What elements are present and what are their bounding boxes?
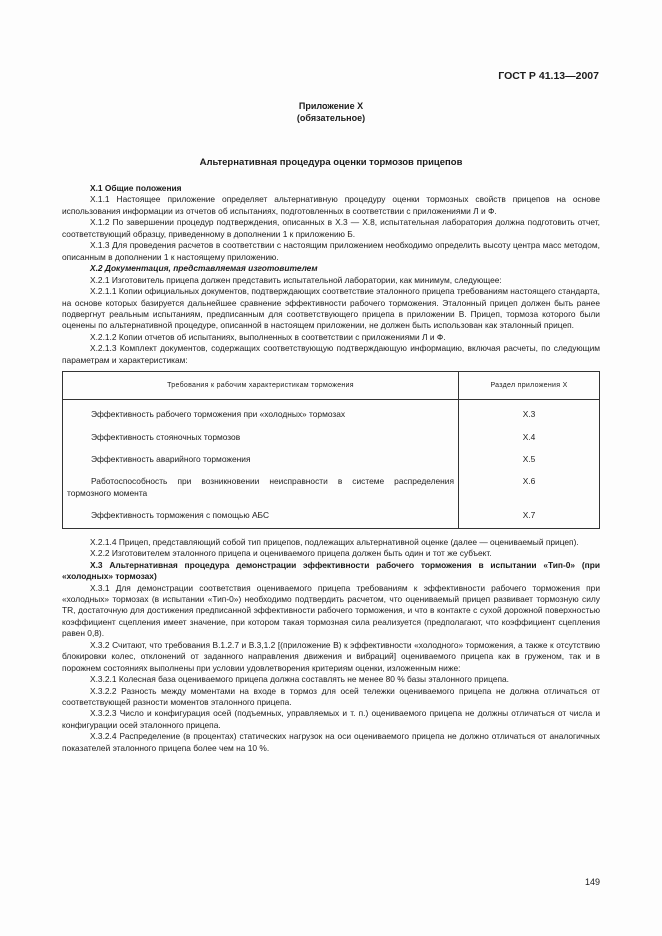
paragraphs-before-table: [62, 183, 600, 366]
section-cell: X.6: [459, 471, 600, 505]
paragraph: X.1.1 Настоящее приложение определяет альтернативную процедуру оценки тормозных свойств прицепов на основе использования информации из отчетов об испытаниях, подготовленных в соответствии с приложениями Л и Ф.: [62, 194, 600, 216]
table-header-row: [63, 372, 600, 400]
requirement-cell: [63, 505, 459, 528]
table-row: [63, 505, 600, 528]
requirement-cell: [63, 400, 459, 427]
page-number: 149: [584, 877, 600, 887]
section-cell: X.5: [459, 449, 600, 471]
header-section: Раздел приложения X: [459, 372, 600, 400]
requirement-text: Эффективность торможения с помощью АБС: [91, 510, 270, 521]
document-code: ГОСТ Р 41.13—2007: [498, 70, 599, 82]
paragraph: X.1 Общие положения: [90, 183, 182, 193]
paragraph: X.3.1 Для демонстрации соответствия оцениваемого прицепа требованиям к эффективности рабочего торможения при «холодных» тормозах (в испытании «Тип-0») необходимо подтвердить расчетом, что оцениваемый прицеп развивает тормозную силу TR, достаточную для достижения предписанной эффективности рабочего торможения, и что в контакте с сухой дорожной поверхностью коэффициент сцепления имеет значение, при котором такая тормозная сила реализуется (предполагают, что коэффициент сцепления равен 0,8).: [62, 582, 600, 639]
requirement-text: Эффективность аварийного торможения: [91, 454, 251, 465]
appendix-status: (обязательное): [296, 113, 366, 123]
requirement-text: Эффективность рабочего торможения при «холодных» тормозах: [91, 409, 346, 420]
table-row: [63, 449, 600, 471]
paragraph: X.3.2.2 Разность между моментами на входе в тормоз для осей тележки оцениваемого прицепа не должна отличаться от соответствующей разности моментов эталонного прицепа.: [62, 685, 600, 708]
section-cell: X.7: [459, 505, 600, 528]
paragraph: X.2.1.3 Комплект документов, содержащих соответствующую подтверждающую информацию, включая расчеты, по следующим параметрам и характеристикам:: [62, 343, 600, 365]
paragraph: X.3.2.3 Число и конфигурация осей (подъемных, управляемых и т. п.) оцениваемого прицепа не должны отличаться от числа и конфигурации осей эталонного прицепа.: [62, 708, 600, 730]
body-text: [62, 183, 600, 754]
paragraph: X.1.2 По завершении процедур подтверждения, описанных в X.3 — X.8, испытательная лаборатория должна подготовить отчет, соответствующий образцу, приведенному в дополнении 1 к приложению Б.: [62, 217, 600, 239]
paragraph: X.2.2 Изготовителем эталонного прицепа и оцениваемого прицепа должен быть один и тот же субъект.: [90, 548, 492, 559]
appendix-heading: [0, 100, 662, 124]
requirement-cell: [63, 449, 459, 471]
paragraph: X.2.1.1 Копии официальных документов, подтверждающих соответствие эталонного прицепа требованиям настоящего стандарта, на основе которых базируется дальнейшее сравнение эффективности рабочего торможения. Эталонный прицеп должен быть ранее подвергнут реальным испытаниям, предписанным для соответствующего прицепа в приложении В. Прицеп, тормоза которого были оценены по альтернативной процедуре, описанной в настоящем приложении, не должен быть использован как эталонный прицеп.: [62, 286, 600, 331]
requirement-text: Работоспособность при возникновении неисправности в системе распределения тормозного момента: [67, 476, 454, 498]
requirement-cell: [63, 471, 459, 505]
table-row: [63, 427, 600, 449]
table-row: [63, 471, 600, 505]
header-requirement: Требования к рабочим характеристикам торможения: [63, 372, 459, 400]
paragraphs-after-table: [62, 537, 600, 755]
paragraph: X.2.1.2 Копии отчетов об испытаниях, выполненных в соответствии с приложениями Л и Ф.: [90, 331, 446, 342]
section-cell: X.4: [459, 427, 600, 449]
paragraph: X.2 Документация, представляемая изготовителем: [90, 263, 318, 274]
paragraph: X.3.2.1 Колесная база оцениваемого прицепа должна составлять не менее 80 % базы эталонного прицепа.: [90, 674, 509, 685]
paragraph: X.2.1 Изготовитель прицепа должен представить испытательной лаборатории, как минимум, следующее:: [90, 274, 502, 285]
paragraph: X.2.1.4 Прицеп, представляющий собой тип прицепов, подлежащих альтернативной оценке (далее — оцениваемый прицеп).: [90, 536, 579, 547]
paragraph: X.1.3 Для проведения расчетов в соответствии с настоящим приложением необходимо определить высоту центра масс методом, описанным в дополнении 1 к настоящему приложению.: [62, 240, 600, 262]
paragraph: X.3.2 Считают, что требования В.1.2.7 и В.3,1.2 [(приложение В) к эффективности «холодного» торможения, а также к отсутствию блокировки колес, отклонений от заданного направления движения и вибраций] оцениваемого прицепа как в груженом, так и в порожнем состояниях выполнены при условии удовлетворения критериям оценки, изложенным ниже:: [62, 639, 600, 673]
section-cell: X.3: [459, 400, 600, 427]
requirement-text: Эффективность стояночных тормозов: [91, 431, 241, 442]
paragraph: X.3.2.4 Распределение (в процентах) статических нагрузок на оси оцениваемого прицепа не должно отличаться от аналогичных показателей эталонного прицепа более чем на 10 %.: [62, 731, 600, 753]
paragraph: X.3 Альтернативная процедура демонстрации эффективности рабочего торможения в испытании «Тип-0» (при «холодных» тормозах): [62, 559, 600, 582]
table-row: [63, 400, 600, 427]
appendix-title: Приложение X: [298, 101, 364, 111]
requirements-table: [62, 371, 600, 528]
main-title: Альтернативная процедура оценки тормозов прицепов: [199, 157, 463, 168]
requirement-cell: [63, 427, 459, 449]
